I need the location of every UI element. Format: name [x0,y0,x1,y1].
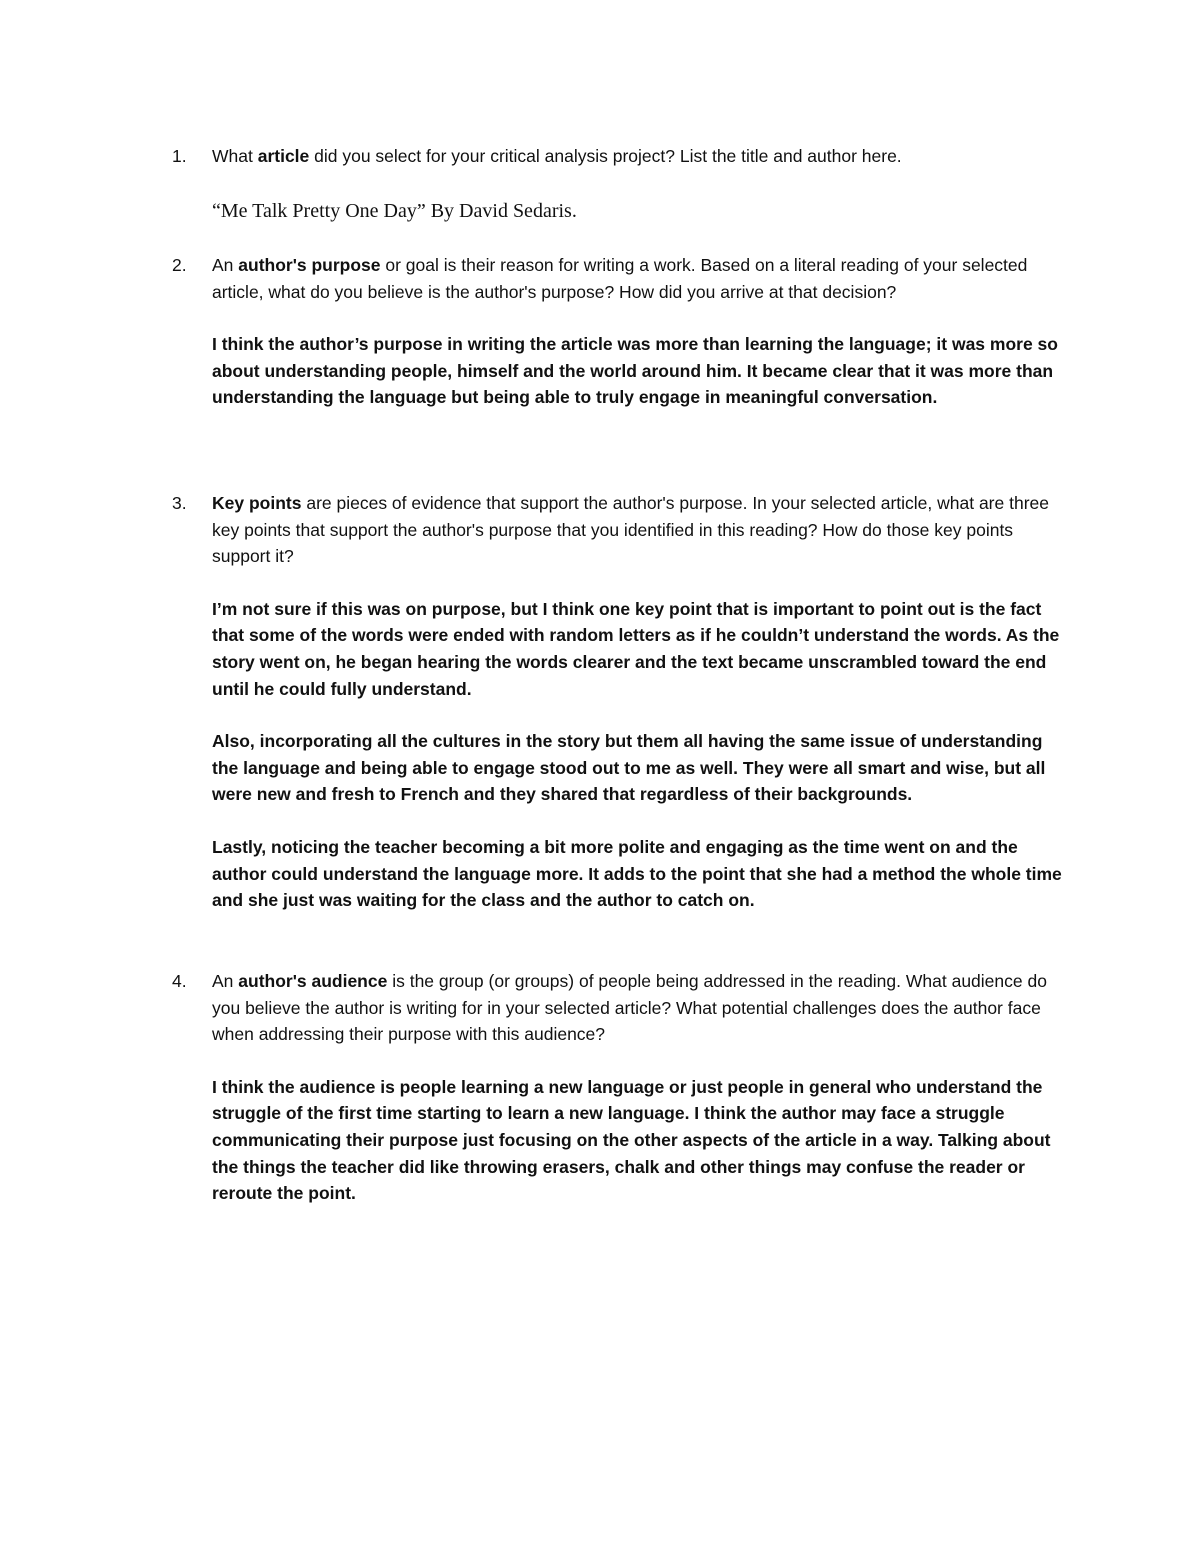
answer-paragraph: I’m not sure if this was on purpose, but I think one key point that is important to point out is the fact that some of the words were ended with random letters as if he couldn’t understand the words. As the story went on, he began hearing the words clearer and the text became unscrambled toward the end until he could fully understand. [212,598,1060,699]
question-text-post: or goal is their reason for writing a work. Based on a literal reading of your selected article, what do you believe is the author's purpose? How did you arrive at that decision? [212,255,1028,302]
answer-paragraph: I think the author’s purpose in writing the article was more than learning the language; it was more so about understanding people, himself and the world around him. It became clear that it was more than understanding the language but being able to truly engage in meaningful conversation. [212,334,1058,408]
question-text [212,252,1067,305]
question-text-post: are pieces of evidence that support the author's purpose. In your selected article, what are three key points that support the author's purpose that you identified in this reading? How do those key points support it? [212,493,1049,567]
question-1 [172,143,1072,224]
question-text-post: did you select for your critical analysis project? List the title and author here. [309,146,902,166]
answer-paragraph: Also, incorporating all the cultures in the story but them all having the same issue of understanding the language and being able to engage stood out to me as well. They were all smart and wise, but all were new and fresh to French and they shared that regardless of their backgrounds. [212,731,1046,805]
question-3 [172,490,1072,914]
question-number: 1. [172,146,187,166]
question-2 [172,252,1072,411]
question-text-pre: An [212,255,239,275]
question-text [212,143,1067,170]
answer-title-author: “Me Talk Pretty One Day” By David Sedaris. [212,199,577,222]
question-text-post: is the group (or groups) of people being addressed in the reading. What audience do you believe the author is writing for in your selected article? What potential challenges does the author face when addressing their purpose with this audience? [212,971,1047,1045]
question-text [212,968,1067,1048]
question-keyword: author's purpose [238,255,381,275]
question-keyword: article [257,146,310,166]
question-text [212,490,1067,570]
question-number: 2. [172,255,187,275]
question-number: 4. [172,971,187,991]
question-number: 3. [172,493,187,513]
question-text-pre: An [212,971,239,991]
question-keyword: author's audience [238,971,388,991]
answer-paragraph: I think the audience is people learning a new language or just people in general who understand the struggle of the first time starting to learn a new language. I think the author may face a struggle communicating their purpose just focusing on the other aspects of the article in a way. Talking about the things the teacher did like throwing erasers, chalk and other things may confuse the reader or reroute the point. [212,1076,1051,1204]
answer-paragraph: Lastly, noticing the teacher becoming a bit more polite and engaging as the time went on and the author could understand the language more. It adds to the point that she had a method the whole time and she just was waiting for the class and the author to catch on. [212,836,1062,911]
question-text-pre: What [212,146,258,166]
question-4 [172,968,1072,1207]
question-keyword: Key points [212,493,302,513]
